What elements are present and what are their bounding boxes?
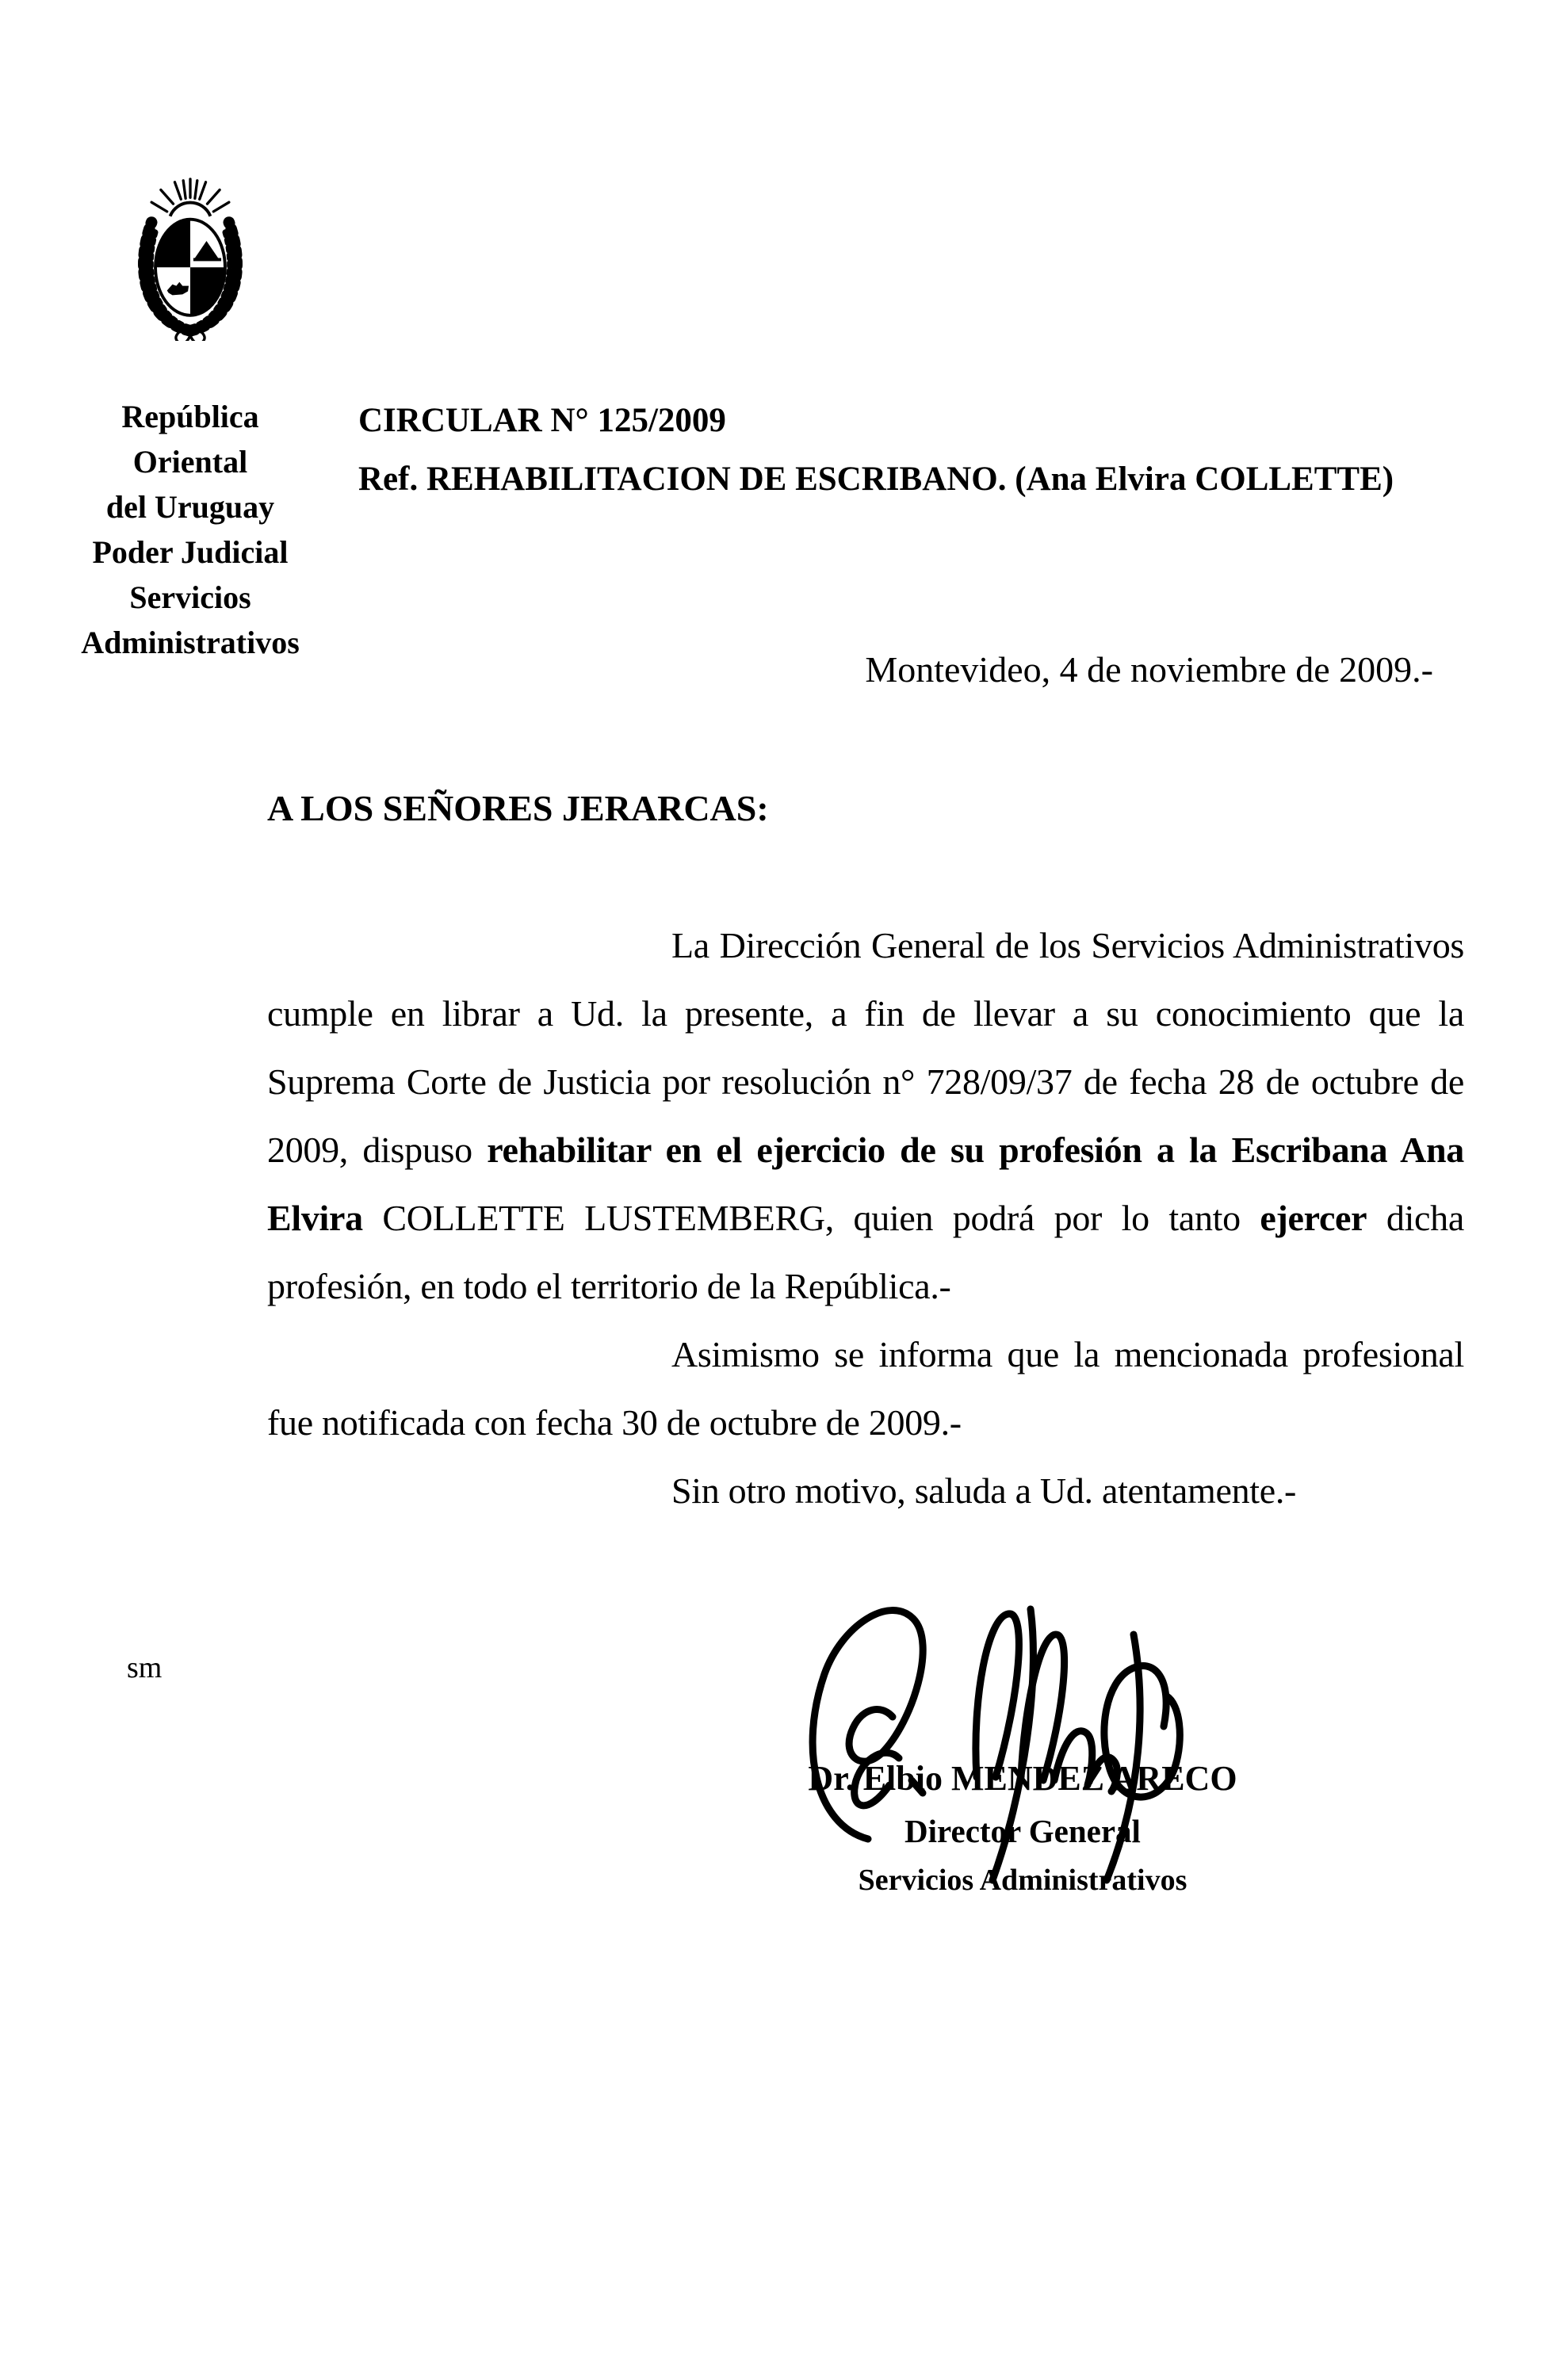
org-line: Administrativos — [81, 625, 300, 660]
letterhead-org-block — [57, 394, 323, 665]
body-paragraph: Asimismo se informa que la mencionada profesional fue notificada con fecha 30 de octubre de 2009.- — [267, 1334, 1464, 1443]
uruguay-coat-of-arms-icon — [127, 174, 254, 341]
letter-body — [267, 912, 1464, 1525]
signature-block — [793, 1585, 1252, 1902]
circular-number: CIRCULAR N° 125/2009 — [358, 402, 726, 439]
signatory-title: Director General — [904, 1813, 1141, 1849]
body-paragraph: La Dirección General de los Servicios Administrativos cumple en librar a Ud. la presente, a fin de llevar a su conocimiento que la Suprema Corte de Justicia por resolución n° 728/09/37 de fecha 28 de octubre de 2009, dispuso rehabilitar en el ejercicio de su profesión a la Escribana Ana Elvira COLLETTE LUSTEMBERG, quien podrá por lo tanto ejercer dicha profesión, en todo el territorio de la República.- — [267, 925, 1464, 1306]
signatory-name: Dr. Elbio MENDEZ ARECO — [808, 1759, 1237, 1798]
reference-line: Ref. REHABILITACION DE ESCRIBANO. (Ana Elvira COLLETTE) — [358, 461, 1394, 498]
signatory-office: Servicios Administrativos — [858, 1864, 1187, 1897]
org-line: del Uruguay — [105, 489, 275, 525]
dateline: Montevideo, 4 de noviembre de 2009.- — [865, 649, 1433, 690]
typist-initials: sm — [127, 1651, 163, 1684]
org-line: Poder Judicial — [92, 534, 289, 570]
org-line: República — [121, 399, 259, 434]
body-paragraph: Sin otro motivo, saluda a Ud. atentamente.- — [671, 1470, 1297, 1511]
salutation: A LOS SEÑORES JERARCAS: — [267, 788, 769, 828]
org-line: Servicios — [129, 579, 251, 615]
org-line: Oriental — [132, 444, 248, 480]
